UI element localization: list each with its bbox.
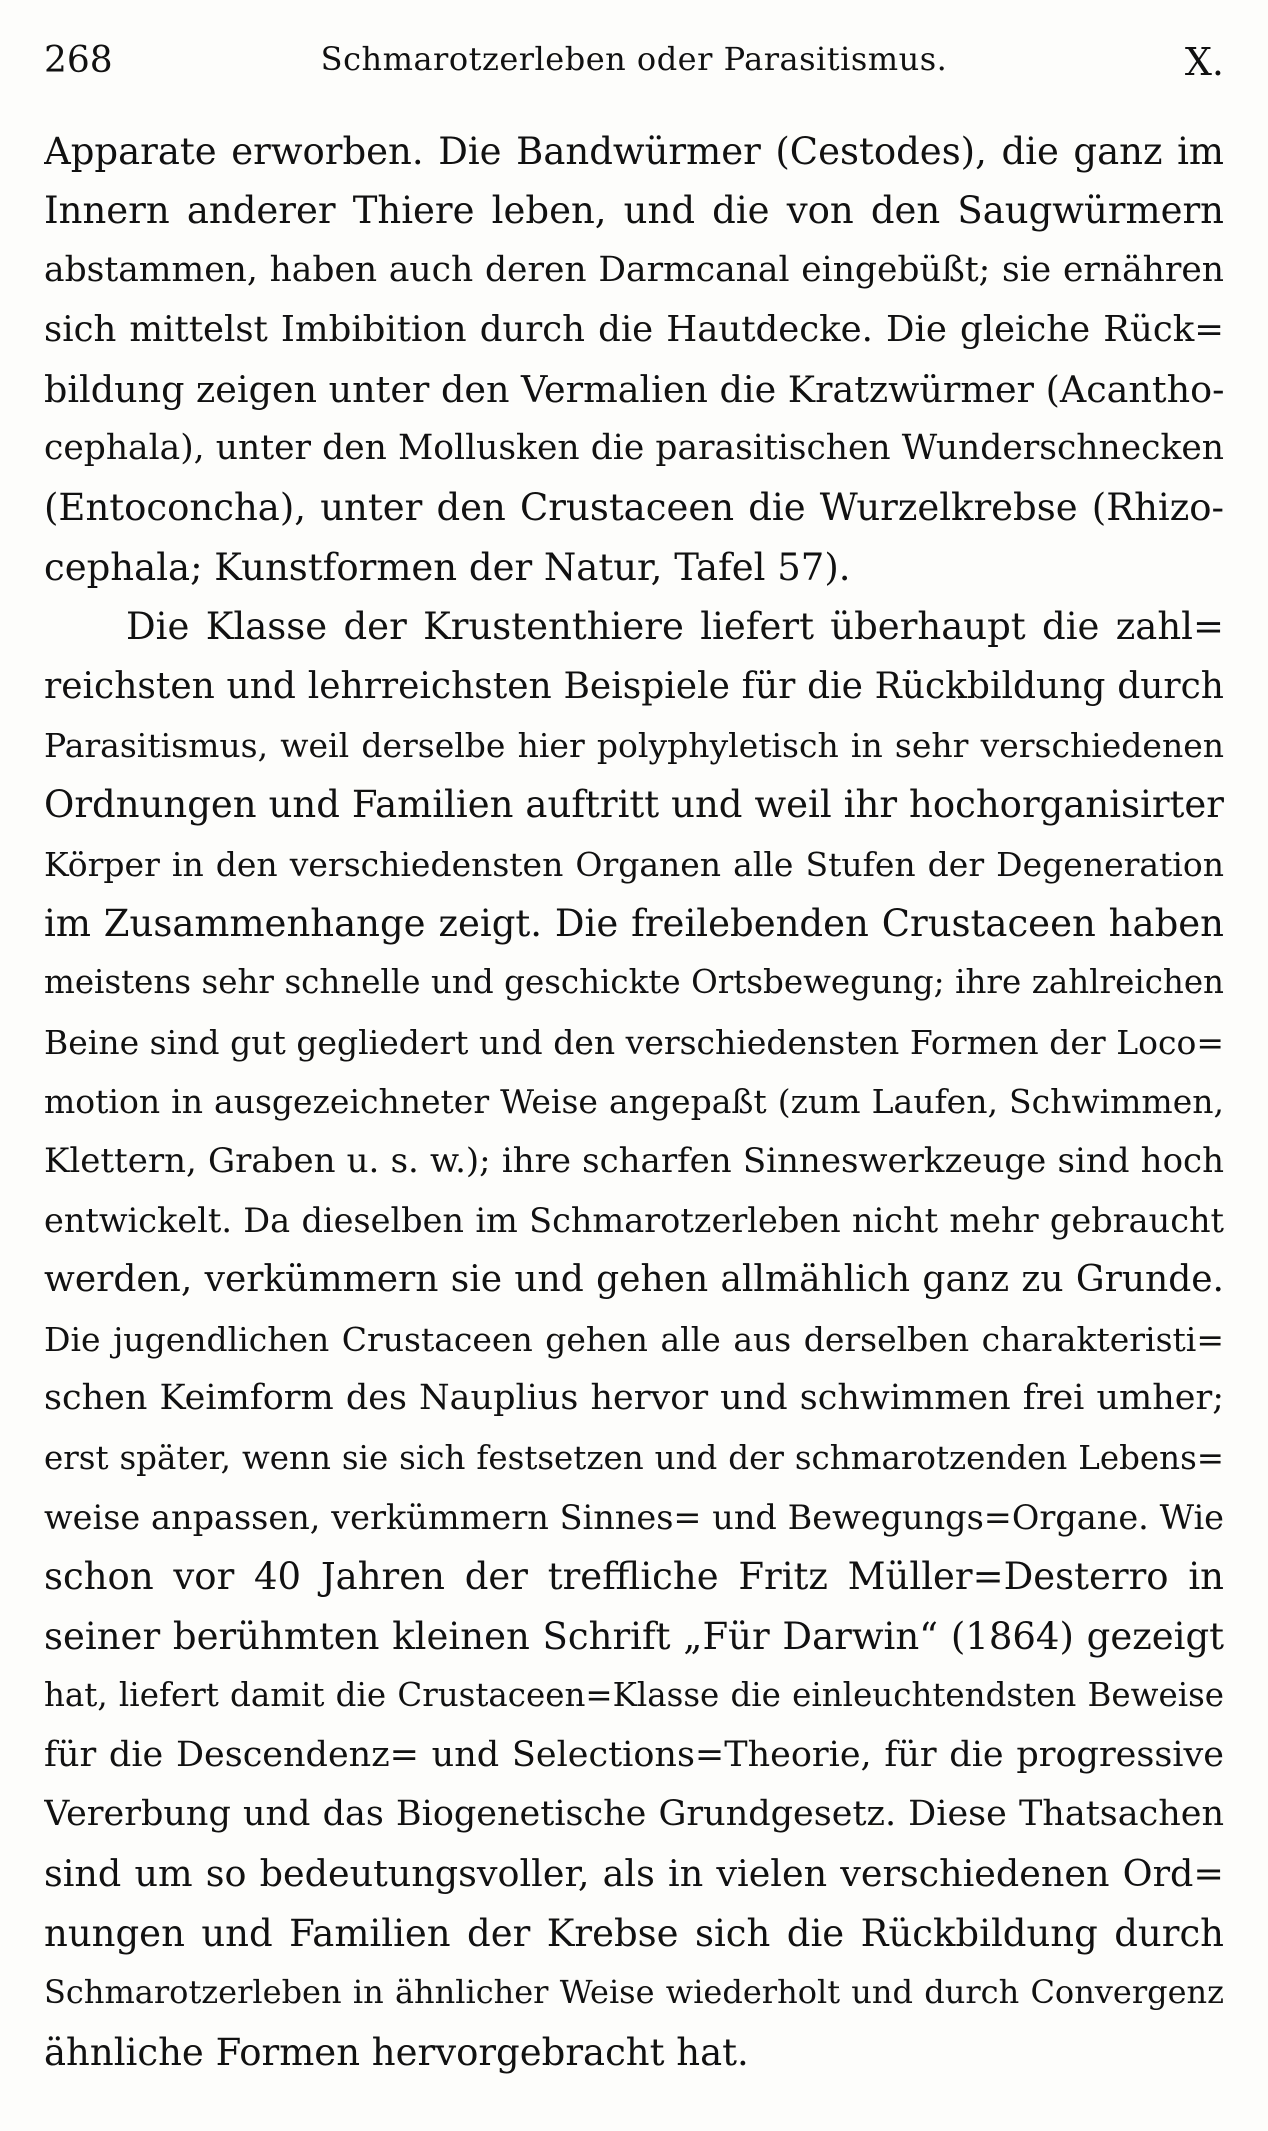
body-text [44, 122, 1224, 2082]
text-line: bildung zeigen unter den Vermalien die Kratzwürmer (Acantho- [44, 367, 1224, 411]
text-line: ähnliche Formen hervorgebracht hat. [44, 2030, 749, 2074]
text-line: meistens sehr schnelle und geschickte Ortsbewegung; ihre zahlreichen [44, 963, 1224, 1002]
text-line: Apparate erworben. Die Bandwürmer (Cestodes), die ganz im [44, 130, 1224, 173]
text-line: Beine sind gut gegliedert und den verschiedensten Formen der Loco= [44, 1022, 1224, 1062]
text-line: Die jugendlichen Crustaceen gehen alle aus derselben charakteristi= [44, 1319, 1224, 1359]
text-line: für die Descendenz= und Selections=Theorie, für die progressive [44, 1734, 1224, 1775]
text-line: abstammen, haben auch deren Darmcanal eingebüßt; sie ernähren [44, 249, 1224, 290]
text-line: sind um so bedeutungsvoller, als in vielen verschiedenen Ord= [44, 1852, 1224, 1896]
text-line: werden, verkümmern sie und gehen allmählich ganz zu Grunde. [44, 1259, 1224, 1301]
text-line: nungen und Familien der Krebse sich die Rückbildung durch [44, 1911, 1224, 1955]
text-line: motion in ausgezeichneter Weise angepaßt (zum Laufen, Schwimmen, [44, 1082, 1224, 1122]
text-line: erst später, wenn sie sich festsetzen und der schmarotzenden Lebens= [44, 1438, 1224, 1477]
text-line: Parasitismus, weil derselbe hier polyphyletisch in sehr verschiedenen [44, 725, 1224, 765]
text-line: Klettern, Graben u. s. w.); ihre scharfen Sinneswerkzeuge sind hoch [44, 1140, 1224, 1181]
text-line: Ordnungen und Familien auftritt und weil ihr hochorganisirter [44, 783, 1224, 827]
text-line: Innern anderer Thiere leben, und die von den Saugwürmern [44, 189, 1224, 233]
page-header [44, 40, 1224, 100]
chapter-number: X. [1184, 40, 1224, 84]
text-line: seiner berühmten kleinen Schrift „Für Darwin“ (1864) gezeigt [44, 1614, 1224, 1658]
text-line: hat, liefert damit die Crustaceen=Klasse die einleuchtendsten Beweise [44, 1676, 1224, 1715]
text-line: schen Keimform des Nauplius hervor und schwimmen frei umher; [44, 1378, 1224, 1419]
text-line: im Zusammenhange zeigt. Die freilebenden Crustaceen haben [44, 902, 1224, 946]
text-line: sich mittelst Imbibition durch die Hautdecke. Die gleiche Rück= [44, 309, 1224, 351]
text-line: Die Klasse der Krustenthiere liefert überhaupt die zahl= [126, 605, 1224, 649]
text-line: (Entoconcha), unter den Crustaceen die Wurzelkrebse (Rhizo- [44, 486, 1224, 530]
text-line: Vererbung und das Biogenetische Grundgesetz. Diese Thatsachen [44, 1793, 1224, 1834]
running-title: Schmarotzerleben oder Parasitismus. [320, 40, 948, 78]
text-line: reichsten und lehrreichsten Beispiele für die Rückbildung durch [44, 665, 1224, 707]
page-number: 268 [44, 40, 113, 81]
text-line: Körper in den verschiedensten Organen alle Stufen der Degeneration [44, 844, 1224, 884]
text-line: schon vor 40 Jahren der treffliche Fritz Müller=Desterro in [44, 1555, 1224, 1599]
text-line: cephala; Kunstformen der Natur, Tafel 57). [44, 545, 851, 589]
text-line: Schmarotzerleben in ähnlicher Weise wiederholt und durch Convergenz [44, 1973, 1224, 2012]
text-line: weise anpassen, verkümmern Sinnes= und Bewegungs=Organe. Wie [44, 1497, 1224, 1537]
text-line: entwickelt. Da dieselben im Schmarotzerleben nicht mehr gebraucht [44, 1201, 1224, 1241]
text-line: cephala), unter den Mollusken die parasitischen Wunderschnecken [44, 427, 1224, 468]
